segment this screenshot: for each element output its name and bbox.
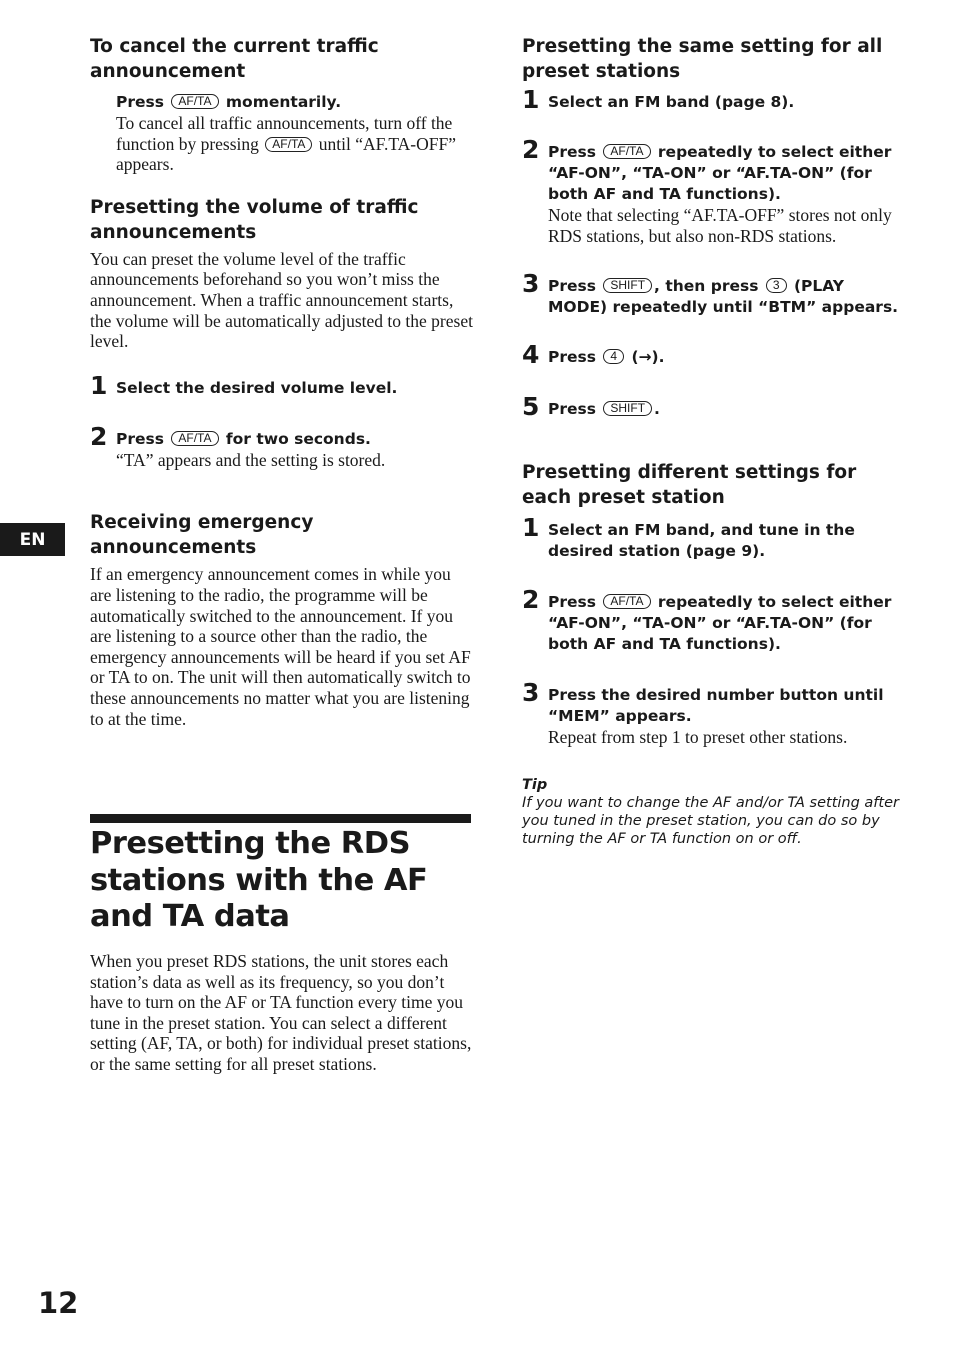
language-tab: EN: [0, 523, 65, 556]
step-note: “TA” appears and the setting is stored.: [116, 449, 386, 470]
same-setting-heading: Presetting the same setting for all preset stations: [522, 36, 883, 82]
different-step-3: [522, 678, 907, 748]
same-step-5: [522, 392, 907, 422]
step-rest: .: [654, 400, 660, 419]
volume-step-2: [90, 421, 475, 471]
left-column: [90, 34, 475, 729]
step-rest: (→).: [631, 348, 665, 367]
right-column: [522, 34, 907, 848]
step-number: 5: [522, 392, 540, 422]
shift-key-icon: SHIFT: [603, 401, 652, 416]
press-label: Press: [116, 429, 164, 448]
step-number: 3: [522, 269, 540, 299]
step-text: [116, 429, 475, 450]
step-mid: , then press: [654, 277, 759, 296]
step-note: Repeat from step 1 to preset other stations.: [548, 727, 848, 748]
press-label: Press: [548, 593, 596, 612]
step-text: Select an FM band (page 8).: [548, 93, 795, 111]
different-step-2: [522, 585, 907, 655]
step-text: Select the desired volume level.: [116, 378, 398, 397]
volume-heading: Presetting the volume of traffic announcements: [90, 196, 419, 243]
emergency-body: If an emergency announcement comes in while you are listening to the radio, the programme will be automatically switched to the announcement. If you are listening to a source other than the radio, the emergency announcements will be heard if you set AF or TA to on. The unit will then automatically switch to these announcements no matter what you are listening to at the time.: [90, 564, 471, 729]
press-label: Press: [548, 143, 596, 161]
step-rest: (PLAY MODE) repeatedly until “BTM” appears.: [548, 277, 899, 317]
volume-body: You can preset the volume level of the traffic announcements beforehand so you won’t miss the announcement. When a traffic announcement starts, the volume will be automatically adjusted to the preset level.: [90, 248, 473, 352]
section-rule: [90, 814, 471, 823]
shift-key-icon: SHIFT: [603, 278, 652, 293]
page-number: 12: [38, 1286, 79, 1320]
step-text: [548, 142, 907, 205]
af-ta-key-icon: AF/TA: [265, 137, 312, 152]
emergency-heading: Receiving emergency announcements: [90, 512, 314, 559]
tip-label: Tip: [522, 776, 548, 793]
press-label: Press: [548, 348, 596, 367]
cancel-text-before: To cancel all traffic announcements, turn off the function by pressing: [116, 113, 453, 154]
step-number: 4: [522, 340, 540, 370]
cancel-instruction: [90, 92, 475, 175]
step-number: 2: [522, 135, 540, 164]
different-settings-heading: Presetting different settings for each preset station: [522, 462, 857, 509]
step-number: 3: [522, 678, 540, 708]
step-text: Select an FM band, and tune in the desired station (page 9).: [548, 521, 855, 561]
step-text: [548, 592, 907, 655]
cancel-text-after: until “AF.TA-OFF” appears.: [116, 133, 456, 175]
af-ta-key-icon: AF/TA: [603, 594, 650, 609]
af-ta-key-icon: AF/TA: [171, 94, 218, 109]
same-step-4: [522, 340, 907, 370]
different-step-1: [522, 513, 907, 562]
step-rest: repeatedly to select either “AF-ON”, “TA-ON” or “AF.TA-ON” (for both AF and TA functions).: [548, 143, 892, 203]
section-title: Presetting the RDS stations with the AF and TA data: [90, 826, 428, 934]
press-label: Press: [548, 277, 596, 296]
same-step-1: [522, 85, 907, 114]
same-step-2: [522, 135, 907, 246]
af-ta-key-icon: AF/TA: [171, 431, 218, 446]
step-rest: for two seconds.: [225, 429, 371, 448]
momentarily-label: momentarily.: [225, 93, 342, 111]
cancel-body: [116, 113, 475, 175]
step-text: [548, 399, 907, 420]
step-text: [548, 276, 907, 318]
section-intro: When you preset RDS stations, the unit stores each station’s data as well as its frequency, so you don’t have to turn on the AF or TA function every time you tune in the preset station. You can select a different setting (AF, TA, or both) for individual preset stations, or the same setting for all preset stations.: [90, 951, 472, 1074]
step-text: Press the desired number button until “MEM” appears.: [548, 686, 884, 726]
number-3-key-icon: 3: [766, 278, 787, 293]
af-ta-key-icon: AF/TA: [603, 144, 650, 159]
step-number: 1: [522, 85, 540, 114]
same-step-3: [522, 269, 907, 318]
number-4-key-icon: 4: [603, 349, 624, 364]
step-text: [548, 347, 907, 368]
tip-text: If you want to change the AF and/or TA setting after you tuned in the preset station, you can do so by turning the AF or TA function on or off.: [522, 794, 899, 847]
tip-block: [522, 776, 907, 848]
press-label: Press: [548, 400, 596, 419]
press-label: Press: [116, 93, 164, 111]
volume-step-1: [90, 370, 475, 400]
step-number: 1: [522, 513, 540, 543]
cancel-heading: To cancel the current traffic announcement: [90, 36, 379, 82]
step-note: Note that selecting “AF.TA-OFF” stores not only RDS stations, but also non-RDS stations.: [548, 205, 892, 246]
step-number: 2: [90, 421, 108, 451]
step-number: 2: [522, 585, 540, 615]
step-rest: repeatedly to select either “AF-ON”, “TA-ON” or “AF.TA-ON” (for both AF and TA functions).: [548, 593, 892, 654]
step-number: 1: [90, 370, 108, 400]
